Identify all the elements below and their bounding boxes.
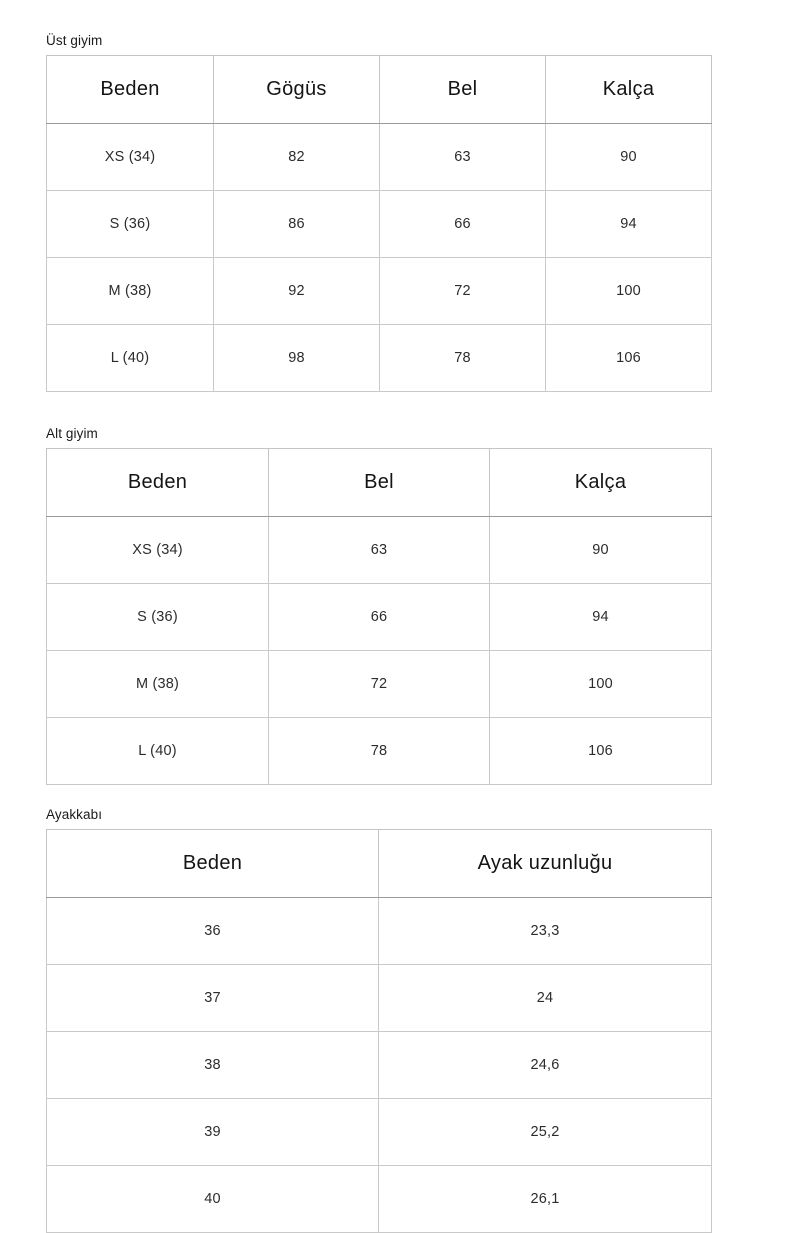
cell-size: XS (34)	[47, 124, 214, 191]
column-header: Beden	[47, 449, 269, 517]
cell-measurement: 100	[490, 651, 712, 718]
cell-measurement: 66	[269, 584, 490, 651]
column-header: Kalça	[490, 449, 712, 517]
cell-size: XS (34)	[47, 517, 269, 584]
section-ayakkabi	[46, 806, 711, 1233]
table-row	[47, 258, 712, 325]
section-ust-giyim	[46, 32, 711, 392]
table-row	[47, 325, 712, 392]
cell-measurement: 63	[269, 517, 490, 584]
cell-size: 37	[47, 965, 379, 1032]
table-row	[47, 191, 712, 258]
cell-measurement: 94	[490, 584, 712, 651]
table-row	[47, 718, 712, 785]
cell-measurement: 72	[380, 258, 546, 325]
cell-measurement: 106	[546, 325, 712, 392]
cell-size: M (38)	[47, 258, 214, 325]
cell-size: L (40)	[47, 325, 214, 392]
column-header: Beden	[47, 830, 379, 898]
size-table-ust-giyim	[46, 55, 712, 392]
cell-measurement: 66	[380, 191, 546, 258]
cell-size: L (40)	[47, 718, 269, 785]
table-header-row	[47, 449, 712, 517]
table-row	[47, 651, 712, 718]
section-label-alt-giyim: Alt giyim	[46, 426, 98, 441]
table-row	[47, 1099, 712, 1166]
column-header: Ayak uzunluğu	[379, 830, 712, 898]
cell-measurement: 78	[269, 718, 490, 785]
cell-measurement: 90	[490, 517, 712, 584]
cell-measurement: 23,3	[379, 898, 712, 965]
cell-measurement: 63	[380, 124, 546, 191]
section-label-ayakkabi: Ayakkabı	[46, 807, 103, 822]
table-row	[47, 1032, 712, 1099]
table-row	[47, 517, 712, 584]
cell-size: 39	[47, 1099, 379, 1166]
cell-measurement: 78	[380, 325, 546, 392]
table-row	[47, 584, 712, 651]
cell-measurement: 98	[214, 325, 380, 392]
section-alt-giyim	[46, 425, 711, 785]
cell-size: 40	[47, 1166, 379, 1233]
column-header: Kalça	[546, 56, 712, 124]
cell-measurement: 24	[379, 965, 712, 1032]
cell-measurement: 26,1	[379, 1166, 712, 1233]
cell-measurement: 92	[214, 258, 380, 325]
table-row	[47, 1166, 712, 1233]
column-header: Bel	[380, 56, 546, 124]
cell-size: S (36)	[47, 191, 214, 258]
size-table-alt-giyim	[46, 448, 712, 785]
cell-size: M (38)	[47, 651, 269, 718]
cell-measurement: 72	[269, 651, 490, 718]
size-table-ayakkabi	[46, 829, 712, 1233]
cell-measurement: 94	[546, 191, 712, 258]
cell-measurement: 100	[546, 258, 712, 325]
column-header: Bel	[269, 449, 490, 517]
cell-size: 36	[47, 898, 379, 965]
table-header-row	[47, 56, 712, 124]
column-header: Gögüs	[214, 56, 380, 124]
table-row	[47, 965, 712, 1032]
cell-measurement: 106	[490, 718, 712, 785]
table-header-row	[47, 830, 712, 898]
cell-measurement: 90	[546, 124, 712, 191]
cell-size: S (36)	[47, 584, 269, 651]
cell-size: 38	[47, 1032, 379, 1099]
cell-measurement: 24,6	[379, 1032, 712, 1099]
table-row	[47, 898, 712, 965]
cell-measurement: 86	[214, 191, 380, 258]
section-label-ust-giyim: Üst giyim	[46, 33, 103, 48]
table-row	[47, 124, 712, 191]
cell-measurement: 25,2	[379, 1099, 712, 1166]
column-header: Beden	[47, 56, 214, 124]
cell-measurement: 82	[214, 124, 380, 191]
